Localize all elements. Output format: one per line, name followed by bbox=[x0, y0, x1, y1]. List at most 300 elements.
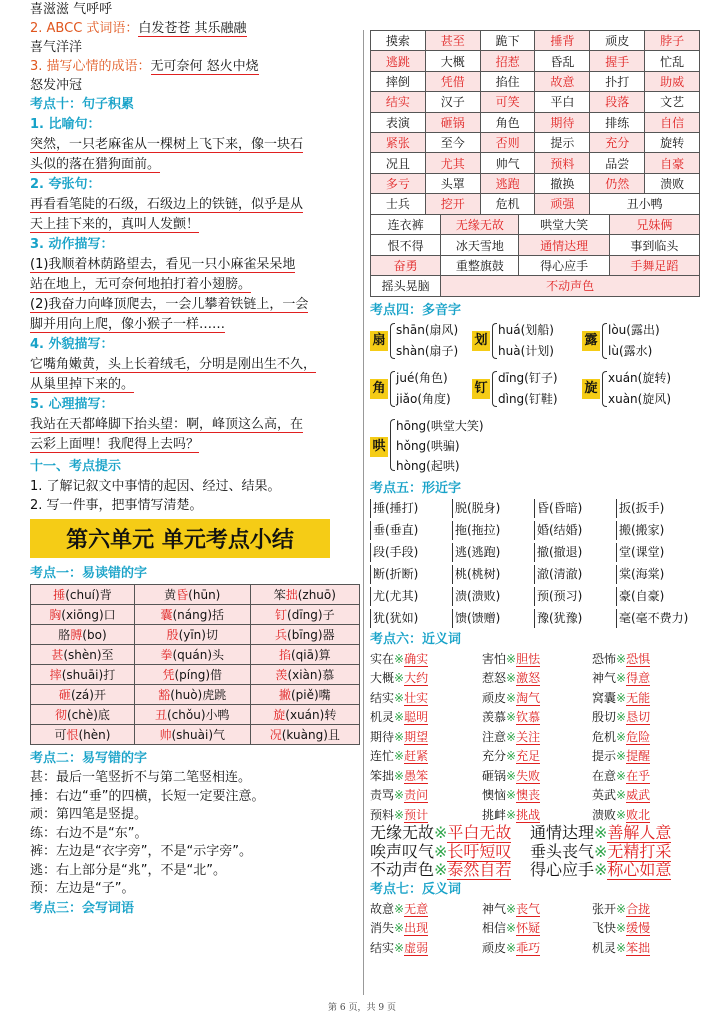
table-row bbox=[371, 153, 700, 173]
words-table bbox=[370, 30, 700, 215]
word: 充分 bbox=[482, 749, 507, 764]
word: 在意 bbox=[592, 768, 617, 783]
sentence: (1)我顺着林荫路望去，看见一只小麻雀呆呆地 bbox=[30, 257, 296, 272]
synonym-pair bbox=[482, 650, 592, 669]
word-cell: 忙乱 bbox=[645, 51, 700, 71]
similar-char: 断(折断) bbox=[370, 565, 452, 584]
table-cell bbox=[250, 685, 359, 705]
separator: ※ bbox=[616, 651, 627, 666]
pinyin: (dīng)子 bbox=[287, 608, 335, 622]
char: 笨 bbox=[273, 588, 286, 602]
pair-word: 聪明 bbox=[404, 710, 429, 725]
reading: xuán(旋转) bbox=[608, 370, 672, 385]
separator: ※ bbox=[506, 768, 517, 783]
red-char: 拳 bbox=[160, 648, 173, 662]
synonym-pair bbox=[370, 767, 482, 786]
separator: ※ bbox=[394, 768, 405, 783]
red-char: 丑 bbox=[154, 708, 167, 722]
separator: ※ bbox=[394, 729, 405, 744]
word-cell: 汉子 bbox=[425, 92, 480, 112]
red-char: 凭 bbox=[162, 668, 175, 682]
note-line: 预：左边是“子”。 bbox=[30, 881, 135, 896]
reading: huá(划船) bbox=[498, 322, 554, 337]
separator: ※ bbox=[394, 807, 405, 822]
reading: dīng(钉子) bbox=[498, 370, 558, 385]
table-cell bbox=[31, 585, 135, 605]
pinyin: (yīn)切 bbox=[178, 628, 218, 642]
sentence: 头似的落在猎狗面前。 bbox=[30, 157, 161, 172]
word-cell: 捶背 bbox=[535, 31, 590, 51]
table-row bbox=[31, 685, 360, 705]
pair-word: 挑战 bbox=[516, 807, 541, 822]
pair-word: 合拢 bbox=[626, 901, 651, 916]
word-cell: 帅气 bbox=[480, 153, 535, 173]
separator: ※ bbox=[506, 749, 517, 764]
word-cell: 结实 bbox=[371, 92, 426, 112]
word: 英武 bbox=[592, 788, 617, 803]
pair-word: 丧气 bbox=[516, 901, 541, 916]
table-row bbox=[31, 625, 360, 645]
word-cell: 可笑 bbox=[480, 92, 535, 112]
word: 神气 bbox=[482, 901, 507, 916]
separator: ※ bbox=[506, 788, 517, 803]
reading: hòng(起哄) bbox=[396, 458, 460, 473]
separator: ※ bbox=[616, 788, 627, 803]
subheading: 3. 动作描写： bbox=[30, 237, 114, 252]
word: 注意 bbox=[482, 729, 507, 744]
sentence: 脚并用向上爬，像小猴子一样…… bbox=[30, 317, 226, 332]
word-cell: 扑打 bbox=[590, 71, 645, 91]
separator: ※ bbox=[506, 807, 517, 822]
similar-char: 预(预习) bbox=[534, 587, 616, 606]
polyphone-char: 钉 bbox=[472, 379, 490, 399]
pair-word: 无能 bbox=[626, 690, 651, 705]
synonym-pair bbox=[370, 806, 482, 825]
similar-char: 澈(清澈) bbox=[534, 565, 616, 584]
pair-word: 败北 bbox=[626, 807, 651, 822]
note-line: 顽：第四笔是竖提。 bbox=[30, 807, 148, 822]
word-cell: 多亏 bbox=[371, 173, 426, 193]
word-cell: 撤换 bbox=[535, 173, 590, 193]
char: 可 bbox=[54, 728, 67, 742]
phrase-cell: 通情达理 bbox=[519, 235, 609, 255]
separator: ※ bbox=[616, 921, 627, 936]
synonym-pair bbox=[530, 861, 700, 880]
red-char: 兵 bbox=[275, 628, 288, 642]
text-line: 喜气洋洋 bbox=[30, 40, 83, 55]
table-cell bbox=[134, 605, 250, 625]
reading: hǒng(哄骗) bbox=[396, 438, 460, 453]
table-cell bbox=[31, 665, 135, 685]
antonyms-grid bbox=[370, 900, 700, 958]
synonym-pair bbox=[370, 669, 482, 688]
text-line: 喜滋滋 气呼呼 bbox=[30, 2, 113, 17]
polyphone-char: 旋 bbox=[582, 379, 600, 399]
section-title: 考点六：近义词 bbox=[370, 631, 462, 647]
synonym-pair bbox=[592, 669, 700, 688]
separator: ※ bbox=[394, 901, 405, 916]
antonym-pair bbox=[370, 900, 482, 919]
word-cell: 士兵 bbox=[371, 194, 426, 214]
synonym-pair bbox=[370, 861, 530, 880]
sentence: 再看看笔陡的石级，石级边上的铁链，似乎是从 bbox=[30, 197, 304, 212]
separator: ※ bbox=[394, 690, 405, 705]
note-line: 逃：右上部分是“兆”，不是“北”。 bbox=[30, 862, 226, 878]
antonym-pair bbox=[592, 900, 700, 919]
word-cell: 顽强 bbox=[535, 194, 590, 214]
separator: ※ bbox=[506, 901, 517, 916]
similar-char: 溃(溃败) bbox=[452, 587, 534, 606]
pair-word: 缓慢 bbox=[626, 921, 651, 936]
word: 挑衅 bbox=[482, 807, 507, 822]
reading: jué(角色) bbox=[396, 370, 448, 385]
word: 神气 bbox=[592, 671, 617, 686]
red-char: 况 bbox=[269, 728, 282, 742]
pair-word: 无意 bbox=[404, 901, 429, 916]
synonym-pair bbox=[482, 806, 592, 825]
similar-char: 婚(结婚) bbox=[534, 521, 616, 540]
table-row bbox=[371, 31, 700, 51]
pair-word: 愚笨 bbox=[404, 768, 429, 783]
phrase-cell: 手舞足蹈 bbox=[609, 255, 699, 275]
similar-char: 桃(桃树) bbox=[452, 565, 534, 584]
table-cell bbox=[250, 645, 359, 665]
pair-word: 关注 bbox=[516, 729, 541, 744]
word-cell: 丑小鸭 bbox=[590, 194, 700, 214]
pinyin: (piě)嘴 bbox=[290, 688, 331, 702]
unit-banner: 第六单元 单元考点小结 bbox=[30, 519, 330, 558]
red-char: 砸 bbox=[58, 688, 71, 702]
pronunciation-table bbox=[30, 584, 360, 745]
red-char: 羡 bbox=[275, 668, 288, 682]
pinyin: (hūn) bbox=[188, 588, 221, 602]
similar-char: 尤(尤其) bbox=[370, 587, 452, 606]
subheading: 5. 心理描写： bbox=[30, 397, 114, 412]
word-cell: 文艺 bbox=[645, 92, 700, 112]
polyphone-char: 角 bbox=[370, 379, 388, 399]
sentence: (2)我奋力向峰顶爬去，一会儿攀着铁链上，一会 bbox=[30, 297, 309, 312]
similar-char: 犹(犹如) bbox=[370, 609, 452, 628]
brace-icon bbox=[390, 323, 395, 359]
pinyin: (xuán)转 bbox=[285, 708, 337, 722]
table-row bbox=[31, 725, 360, 745]
synonyms-grid bbox=[370, 650, 700, 825]
word: 连忙 bbox=[370, 749, 395, 764]
pair-word: 充足 bbox=[516, 749, 541, 764]
word-cell: 逃跳 bbox=[371, 51, 426, 71]
phrase-cell: 奋勇 bbox=[371, 255, 441, 275]
sentence: 从巢里掉下来的。 bbox=[30, 377, 135, 392]
table-cell bbox=[31, 725, 135, 745]
separator: ※ bbox=[594, 860, 608, 880]
word-cell: 角色 bbox=[480, 112, 535, 132]
pinyin: (shuāi)打 bbox=[61, 668, 116, 682]
word-cell: 充分 bbox=[590, 132, 645, 152]
table-row bbox=[31, 705, 360, 725]
word-cell: 摔倒 bbox=[371, 71, 426, 91]
word-cell: 挖开 bbox=[425, 194, 480, 214]
table-cell bbox=[31, 685, 135, 705]
word-cell: 预料 bbox=[535, 153, 590, 173]
similar-char: 段(手段) bbox=[370, 543, 452, 562]
word: 溃败 bbox=[592, 807, 617, 822]
antonym-pair bbox=[370, 919, 482, 938]
antonym-pair bbox=[592, 939, 700, 958]
red-char: 殷 bbox=[166, 628, 179, 642]
table-row bbox=[371, 235, 700, 255]
pair-word: 恳切 bbox=[626, 710, 651, 725]
pair-word: 平白无故 bbox=[447, 823, 512, 843]
table-cell bbox=[134, 705, 250, 725]
phrase-cell: 重整旗鼓 bbox=[441, 255, 519, 275]
table-row bbox=[31, 665, 360, 685]
word: 相信 bbox=[482, 921, 507, 936]
word: 飞快 bbox=[592, 921, 617, 936]
reading: huà(计划) bbox=[498, 343, 554, 358]
synonym-pair bbox=[482, 689, 592, 708]
word-cell: 握手 bbox=[590, 51, 645, 71]
separator: ※ bbox=[506, 671, 517, 686]
pinyin: (píng)借 bbox=[174, 668, 223, 682]
pair-word: 得意 bbox=[626, 671, 651, 686]
word: 顽皮 bbox=[482, 690, 507, 705]
pair-word: 钦慕 bbox=[516, 710, 541, 725]
char: 黄 bbox=[164, 588, 177, 602]
synonym-pair bbox=[370, 689, 482, 708]
word-cell: 脖子 bbox=[645, 31, 700, 51]
right-column bbox=[370, 30, 700, 957]
table-cell bbox=[31, 705, 135, 725]
subheading: 1. 比喻句： bbox=[30, 117, 101, 132]
reading: jiǎo(角度) bbox=[396, 391, 451, 406]
antonym-pair bbox=[482, 919, 592, 938]
table-cell bbox=[134, 645, 250, 665]
separator: ※ bbox=[506, 651, 517, 666]
char: 胳 bbox=[58, 628, 71, 642]
word-cell: 砸锅 bbox=[425, 112, 480, 132]
word-cell: 危机 bbox=[480, 194, 535, 214]
note-line: 裤：左边是“衣字旁”，不是“示字旁”。 bbox=[30, 844, 252, 859]
table-cell bbox=[134, 685, 250, 705]
pair-word: 长吁短叹 bbox=[447, 841, 512, 861]
table-row bbox=[371, 112, 700, 132]
phrase-cell: 摇头晃脑 bbox=[371, 276, 441, 296]
reading: shān(扇风) bbox=[396, 322, 459, 337]
separator: ※ bbox=[616, 807, 627, 822]
phrase-cell: 连衣裤 bbox=[371, 215, 441, 235]
pair-word: 确实 bbox=[404, 651, 429, 666]
similar-char: 垂(垂直) bbox=[370, 521, 452, 540]
table-cell bbox=[134, 625, 250, 645]
separator: ※ bbox=[434, 841, 448, 861]
word-cell: 仍然 bbox=[590, 173, 645, 193]
section-title: 考点四：多音字 bbox=[370, 302, 462, 318]
separator: ※ bbox=[434, 860, 448, 880]
word-cell: 况且 bbox=[371, 153, 426, 173]
phrase-cell: 恨不得 bbox=[371, 235, 441, 255]
word-cell: 紧张 bbox=[371, 132, 426, 152]
synonym-pair bbox=[370, 843, 530, 862]
brace-icon bbox=[492, 323, 497, 359]
synonym-pair bbox=[370, 650, 482, 669]
table-cell bbox=[250, 625, 359, 645]
pair-word: 胆怯 bbox=[516, 651, 541, 666]
word-cell: 期待 bbox=[535, 112, 590, 132]
pair-word: 恐惧 bbox=[626, 651, 651, 666]
word-cell: 品尝 bbox=[590, 153, 645, 173]
separator: ※ bbox=[394, 749, 405, 764]
synonym-pair bbox=[530, 843, 700, 862]
pinyin: (chè)底 bbox=[66, 708, 110, 722]
similar-char: 毫(毫不费力) bbox=[616, 609, 698, 628]
similar-char: 脱(脱身) bbox=[452, 499, 534, 518]
tip-line: 2. 写一件事，把事情写清楚。 bbox=[30, 498, 203, 513]
word: 窝囊 bbox=[592, 690, 617, 705]
separator: ※ bbox=[616, 768, 627, 783]
phrase-cell: 哄堂大笑 bbox=[519, 215, 609, 235]
table-row bbox=[371, 255, 700, 275]
separator: ※ bbox=[616, 671, 627, 686]
reading: hōng(哄堂大笑) bbox=[396, 418, 484, 433]
polyphone-char: 划 bbox=[472, 331, 490, 351]
word: 得心应手 bbox=[530, 860, 595, 880]
note-line: 甚：最后一笔竖折不与第二笔竖相连。 bbox=[30, 770, 252, 785]
text-line: 怒发冲冠 bbox=[30, 78, 83, 93]
section-title: 考点七：反义词 bbox=[370, 881, 462, 897]
word-cell: 摸索 bbox=[371, 31, 426, 51]
subheading: 2. 夸张句： bbox=[30, 177, 101, 192]
synonym-pair bbox=[592, 728, 700, 747]
word: 害怕 bbox=[482, 651, 507, 666]
table-cell bbox=[250, 585, 359, 605]
separator: ※ bbox=[394, 671, 405, 686]
word-cell: 自豪 bbox=[645, 153, 700, 173]
similar-char: 馈(馈赠) bbox=[452, 609, 534, 628]
word: 预料 bbox=[370, 807, 395, 822]
similar-char: 扳(扳手) bbox=[616, 499, 698, 518]
word-cell: 跪下 bbox=[480, 31, 535, 51]
table-row bbox=[371, 132, 700, 152]
similar-char: 昏(昏暗) bbox=[534, 499, 616, 518]
pair-word: 虚弱 bbox=[404, 940, 429, 955]
phrase-cell: 得心应手 bbox=[519, 255, 609, 275]
brace-icon bbox=[390, 371, 395, 407]
word-cell: 平白 bbox=[535, 92, 590, 112]
word: 期待 bbox=[370, 729, 395, 744]
table-cell bbox=[250, 665, 359, 685]
pair-word: 壮实 bbox=[404, 690, 429, 705]
word-cell: 至今 bbox=[425, 132, 480, 152]
pair-word: 泰然自若 bbox=[447, 860, 512, 880]
pinyin: (chuí)背 bbox=[65, 588, 112, 602]
sentence: 我站在天都峰脚下抬头望：啊，峰顶这么高，在 bbox=[30, 417, 304, 432]
text-line: 3. 描写心情的成语：无可奈何 怒火中烧 bbox=[30, 59, 259, 74]
word-cell: 故意 bbox=[535, 71, 590, 91]
pair-word: 危险 bbox=[626, 729, 651, 744]
word-cell: 段落 bbox=[590, 92, 645, 112]
reading: shàn(扇子) bbox=[396, 343, 459, 358]
word-cell: 提示 bbox=[535, 132, 590, 152]
similar-char: 豫(犹豫) bbox=[534, 609, 616, 628]
polyphone-char: 扇 bbox=[370, 331, 388, 351]
pair-word: 预计 bbox=[404, 807, 429, 822]
synonym-pair bbox=[530, 824, 700, 843]
red-char: 恨 bbox=[66, 728, 79, 742]
section-title: 考点一：易读错的字 bbox=[30, 566, 148, 581]
similar-char: 拖(拖拉) bbox=[452, 521, 534, 540]
word-cell: 否则 bbox=[480, 132, 535, 152]
red-char: 摔 bbox=[49, 668, 62, 682]
separator: ※ bbox=[506, 729, 517, 744]
table-row bbox=[371, 276, 700, 296]
separator: ※ bbox=[394, 788, 405, 803]
section-title: 十一、考点提示 bbox=[30, 459, 122, 474]
pinyin: (shuài)气 bbox=[171, 728, 226, 742]
pinyin: (bīng)器 bbox=[287, 628, 335, 642]
word: 顽皮 bbox=[482, 940, 507, 955]
table-cell bbox=[31, 645, 135, 665]
word-cell: 表演 bbox=[371, 112, 426, 132]
pair-word: 善解人意 bbox=[607, 823, 672, 843]
pair-word: 无精打采 bbox=[607, 841, 672, 861]
synonym-pair bbox=[370, 708, 482, 727]
table-row bbox=[31, 585, 360, 605]
word: 责骂 bbox=[370, 788, 395, 803]
word: 结实 bbox=[370, 940, 395, 955]
red-char: 昏 bbox=[176, 588, 189, 602]
word-cell: 头罩 bbox=[425, 173, 480, 193]
page-footer: 第 6 页，共 9 页 bbox=[328, 1003, 396, 1013]
synonym-pair bbox=[592, 806, 700, 825]
separator: ※ bbox=[394, 940, 405, 955]
pair-word: 激怒 bbox=[516, 671, 541, 686]
sentence: 站在地上，无可奈何地拍打着小翅膀。 bbox=[30, 277, 252, 292]
pair-word: 威武 bbox=[626, 788, 651, 803]
reading: lù(露水) bbox=[608, 343, 653, 358]
separator: ※ bbox=[506, 710, 517, 725]
pair-word: 称心如意 bbox=[607, 860, 672, 880]
table-row bbox=[31, 605, 360, 625]
word-cell: 助威 bbox=[645, 71, 700, 91]
antonym-pair bbox=[370, 939, 482, 958]
separator: ※ bbox=[616, 901, 627, 916]
word: 实在 bbox=[370, 651, 395, 666]
synonym-pair bbox=[482, 728, 592, 747]
separator: ※ bbox=[506, 940, 517, 955]
brace-icon bbox=[602, 323, 607, 359]
pinyin: (xiōng)口 bbox=[61, 608, 116, 622]
sentence: 云彩上面哩！我爬得上去吗？ bbox=[30, 437, 200, 452]
word: 危机 bbox=[592, 729, 617, 744]
red-char: 帅 bbox=[159, 728, 172, 742]
word-cell: 排练 bbox=[590, 112, 645, 132]
similar-char: 堂(课堂) bbox=[616, 543, 698, 562]
pinyin: (hèn) bbox=[78, 728, 111, 742]
separator: ※ bbox=[616, 690, 627, 705]
synonym-pair bbox=[592, 786, 700, 805]
pair-word: 笨拙 bbox=[626, 940, 651, 955]
reading: dìng(钉鞋) bbox=[498, 391, 558, 406]
brace-icon bbox=[602, 371, 607, 407]
pair-word: 责问 bbox=[404, 788, 429, 803]
phrase-cell: 兄妹俩 bbox=[609, 215, 699, 235]
pair-word: 在乎 bbox=[626, 768, 651, 783]
pair-word: 懊丧 bbox=[516, 788, 541, 803]
section-title: 考点五：形近字 bbox=[370, 480, 462, 496]
sentence: 它嘴角嫩黄，头上长着绒毛，分明是刚出生不久， bbox=[30, 357, 317, 372]
word: 消失 bbox=[370, 921, 395, 936]
similar-char: 撤(撤退) bbox=[534, 543, 616, 562]
